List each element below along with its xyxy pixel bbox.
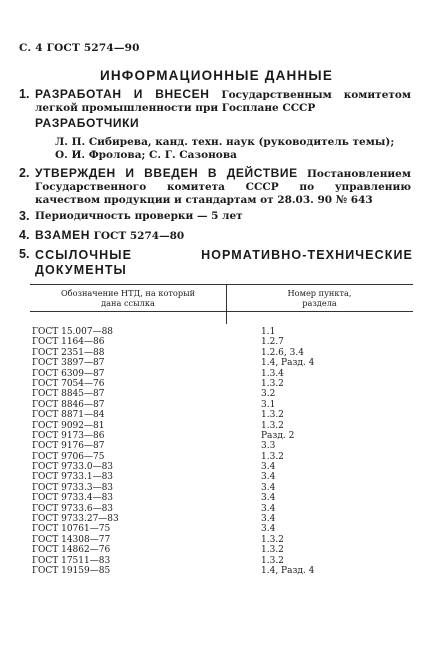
table-row xyxy=(30,348,413,358)
table-cell-document: ГОСТ 3897—87 xyxy=(32,358,105,369)
table-cell-clause: 1.3.2 xyxy=(261,410,284,421)
table-cell-document: ГОСТ 1164—86 xyxy=(32,337,105,348)
table-cell-clause: 1.2.7 xyxy=(261,337,284,348)
table-cell-clause: 3.4 xyxy=(261,472,276,483)
table-header-document-line-2: дана ссылка xyxy=(101,298,155,308)
table-cell-clause: 3.4 xyxy=(261,462,276,473)
developers-line-1: Л. П. Сибирева, канд. техн. наук (руководитель темы); xyxy=(55,136,395,148)
table-cell-document: ГОСТ 2351—88 xyxy=(32,347,105,358)
table-header-document xyxy=(30,288,226,308)
table-row xyxy=(30,421,413,431)
table-row xyxy=(30,452,413,462)
table-cell-clause: 1.3.2 xyxy=(261,451,284,462)
item-5-number: 5. xyxy=(19,247,30,261)
table-cell-clause: 3.4 xyxy=(261,514,276,525)
table-cell-clause: 1.3.4 xyxy=(261,368,284,379)
table-header-document-line-1: Обозначение НТД, на который xyxy=(60,288,196,298)
table-cell-document: ГОСТ 14862—76 xyxy=(32,545,111,556)
table-row xyxy=(30,545,413,555)
item-2-body xyxy=(35,167,411,207)
item-4-number: 4. xyxy=(19,228,30,242)
table-cell-document: ГОСТ 14308—77 xyxy=(32,534,111,545)
table-row xyxy=(30,441,413,451)
item-4 xyxy=(19,229,411,243)
item-3-text: Периодичность проверки — 5 лет xyxy=(35,210,243,222)
table-cell-document: ГОСТ 8845—87 xyxy=(32,389,105,400)
item-2-text: Постановлением Государственного комитета СССР по управлению качеством продукции и стандартам от 28.03. 90 № 643 xyxy=(35,168,411,206)
item-2-number: 2. xyxy=(19,166,30,180)
item-3-number: 3. xyxy=(19,209,30,223)
table-row xyxy=(30,483,413,493)
table-header-clause-line-1: Номер пункта, xyxy=(287,288,352,298)
table-cell-document: ГОСТ 9733.1—83 xyxy=(32,472,114,483)
table-header-clause xyxy=(226,288,413,308)
item-2-lead: УТВЕРЖДЕН И ВВЕДЕН В ДЕЙСТВИЕ xyxy=(35,166,298,180)
table-cell-clause: 3.2 xyxy=(261,389,276,400)
item-1-text: Государственным комитетом легкой промышленности при Госплане СССР xyxy=(35,89,412,114)
table-cell-document: ГОСТ 9733.6—83 xyxy=(32,503,114,514)
table-cell-clause: 3.4 xyxy=(261,524,276,535)
table-cell-document: ГОСТ 17511—83 xyxy=(32,555,111,566)
item-4-body xyxy=(35,229,411,243)
table-cell-clause: 1.3.2 xyxy=(261,378,284,389)
running-head: С. 4 ГОСТ 5274—90 xyxy=(19,42,140,54)
table-cell-document: ГОСТ 15.007—88 xyxy=(32,327,114,337)
table-cell-clause: 1.3.2 xyxy=(261,555,284,566)
table-cell-clause: 1.4, Разд. 4 xyxy=(261,358,315,369)
table-cell-document: ГОСТ 9092—81 xyxy=(32,420,105,431)
item-1-number: 1. xyxy=(19,87,30,101)
table-row xyxy=(30,379,413,389)
table-cell-clause: 1.3.2 xyxy=(261,534,284,545)
table-row xyxy=(30,504,413,514)
item-4-text: ГОСТ 5274—80 xyxy=(89,230,185,242)
item-1-body xyxy=(35,88,411,115)
table-row xyxy=(30,389,413,399)
table-top-rule xyxy=(30,284,413,285)
table-row xyxy=(30,358,413,368)
table-cell-document: ГОСТ 9733.3—83 xyxy=(32,482,114,493)
table-cell-clause: 1.2.6, 3.4 xyxy=(261,347,304,358)
table-row xyxy=(30,327,413,337)
table-cell-document: ГОСТ 9173—86 xyxy=(32,430,105,441)
item-2 xyxy=(19,167,411,207)
table-cell-clause: 1.3.2 xyxy=(261,545,284,556)
table-cell-clause: Разд. 2 xyxy=(261,430,295,441)
table-cell-document: ГОСТ 9176—87 xyxy=(32,441,105,452)
table-row xyxy=(30,514,413,524)
table-header-rule xyxy=(30,311,413,312)
table-row xyxy=(30,524,413,534)
table-row xyxy=(30,400,413,410)
table-cell-document: ГОСТ 9733.0—83 xyxy=(32,462,114,473)
table-cell-document: ГОСТ 9706—75 xyxy=(32,451,105,462)
table-cell-document: ГОСТ 19159—85 xyxy=(32,565,111,576)
page-title: ИНФОРМАЦИОННЫЕ ДАННЫЕ xyxy=(99,68,334,83)
table-row xyxy=(30,431,413,441)
table-cell-clause: 3.3 xyxy=(261,441,276,452)
table-cell-clause: 1.3.2 xyxy=(261,420,284,431)
table-row xyxy=(30,369,413,379)
item-1-lead: РАЗРАБОТАН И ВНЕСЕН xyxy=(35,87,210,101)
table-row xyxy=(30,535,413,545)
table-cell-document: ГОСТ 9733.4—83 xyxy=(32,493,114,504)
item-5-title: ССЫЛОЧНЫЕ НОРМАТИВНО-ТЕХНИЧЕСКИЕ ДОКУМЕНТЫ xyxy=(35,248,413,277)
table-cell-document: ГОСТ 8846—87 xyxy=(32,399,105,410)
table-row xyxy=(30,566,413,576)
table-cell-clause: 3.4 xyxy=(261,482,276,493)
developers-heading: РАЗРАБОТЧИКИ xyxy=(35,116,140,130)
item-4-lead: ВЗАМЕН xyxy=(35,228,90,242)
table-body xyxy=(30,327,413,576)
table-row xyxy=(30,472,413,482)
table-header-clause-line-2: раздела xyxy=(302,298,337,308)
table-cell-clause: 1.4, Разд. 4 xyxy=(261,565,315,576)
developers-line-2: О. И. Фролова; С. Г. Сазонова xyxy=(55,149,237,161)
table-row xyxy=(30,462,413,472)
table-row xyxy=(30,556,413,566)
table-row xyxy=(30,493,413,503)
table-cell-clause: 1.1 xyxy=(261,327,276,337)
table-cell-clause: 3.4 xyxy=(261,503,276,514)
table-cell-document: ГОСТ 9733.27—83 xyxy=(32,514,119,525)
table-cell-document: ГОСТ 6309—87 xyxy=(32,368,105,379)
item-1 xyxy=(19,88,411,115)
table-cell-clause: 3.4 xyxy=(261,493,276,504)
table-row xyxy=(30,337,413,347)
table-row xyxy=(30,410,413,420)
table-cell-document: ГОСТ 10761—75 xyxy=(32,524,111,535)
table-cell-document: ГОСТ 7054—76 xyxy=(32,378,105,389)
item-3 xyxy=(19,210,411,223)
table-cell-document: ГОСТ 8871—84 xyxy=(32,410,105,421)
table-cell-clause: 3.1 xyxy=(261,399,276,410)
